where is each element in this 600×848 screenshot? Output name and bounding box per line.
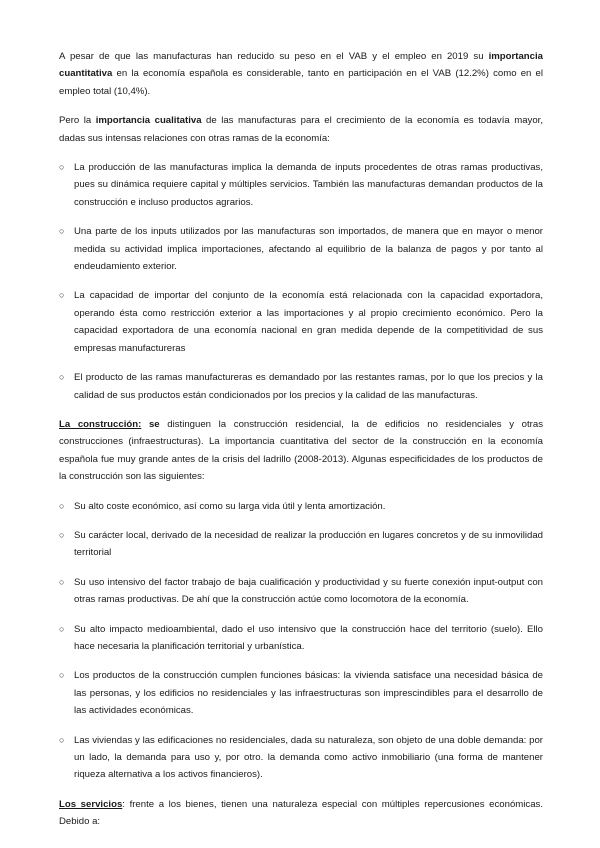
list-item: [59, 527, 543, 562]
construccion-list: [59, 498, 543, 784]
paragraph-servicios: [59, 796, 543, 831]
bullet-circle-icon: ○: [59, 500, 65, 511]
text: en la economía española es considerable, tanto en participación en el VAB (12.2%) como en el empleo total (10,4%).: [59, 68, 543, 97]
bullet-circle-icon: ○: [59, 576, 65, 587]
bullet-circle-icon: ○: [59, 162, 65, 173]
bullet-circle-icon: ○: [59, 226, 65, 237]
list-item: [59, 732, 543, 784]
manufacturas-list: [59, 159, 543, 404]
text: de las manufacturas para el crecimiento de la economía es todavía mayor, dadas sus intensas relaciones con otras ramas de la economía:: [59, 115, 543, 144]
list-item: [59, 621, 543, 656]
bold-term: importancia cualitativa: [95, 115, 202, 127]
list-item-text: Su carácter local, derivado de la necesidad de realizar la producción en lugares concretos y de su inmovilidad territorial: [74, 529, 543, 559]
list-item: [59, 287, 543, 357]
bullet-circle-icon: ○: [59, 623, 65, 634]
list-item-text: La producción de las manufacturas implica la demanda de inputs procedentes de otras ramas productivas, pues su dinámica requiere capital y múltiples servicios. También las manufacturas demandan productos de la construcción e incluso productos agrarios.: [74, 162, 543, 208]
list-item: [59, 223, 543, 275]
bullet-circle-icon: ○: [59, 529, 65, 540]
bullet-circle-icon: ○: [59, 670, 65, 681]
list-item: [59, 498, 543, 515]
paragraph-manufacturas-intro: [59, 48, 543, 100]
text: distinguen la construcción residencial, la de edificios no residenciales y otras construcciones (infraestructuras). La importancia cuantitativa del sector de la construcción en la economía española fue muy grande antes de la crisis del ladrillo (2008-2013). Algunas especificidades de los productos de la construcción son las siguientes:: [59, 418, 544, 483]
bullet-circle-icon: ○: [59, 290, 65, 301]
bullet-circle-icon: ○: [59, 372, 65, 383]
list-item: [59, 667, 543, 719]
list-item: [59, 574, 543, 609]
paragraph-construccion: [59, 416, 543, 486]
list-item: [59, 369, 543, 404]
list-item-text: Su alto coste económico, así como su larga vida útil y lenta amortización.: [74, 500, 386, 512]
list-item-text: La capacidad de importar del conjunto de la economía está relacionada con la capacidad exportadora, operando ésta como restricción exterior a las importaciones y al propio crecimiento económico. Pero la capacidad exportadora de una economía nacional en gran medida depende de la competitividad de sus empresas manufactureras: [74, 290, 543, 354]
bullet-circle-icon: ○: [59, 734, 65, 745]
text: Pero la: [59, 115, 96, 127]
list-item-text: Una parte de los inputs utilizados por las manufacturas son importados, de manera que en mayor o menor medida su actividad implica importaciones, afectando al equilibrio de la balanza de pagos y por tanto al endeudamiento exterior.: [74, 226, 543, 273]
text: : frente a los bienes, tienen una naturaleza especial con múltiples repercusiones económicas. Debido a:: [59, 798, 543, 828]
section-heading-construccion: La construcción:: [59, 418, 142, 430]
list-item-text: Los productos de la construcción cumplen funciones básicas: la vivienda satisface una necesidad básica de las personas, y los edificios no residenciales y las infraestructuras son imprescindibles para el desarrollo de las actividades económicas.: [74, 670, 543, 717]
document-page: [59, 48, 543, 831]
list-item-text: El producto de las ramas manufactureras es demandado por las restantes ramas, por lo que los precios y la calidad de sus productos están condicionados por los precios y la calidad de las manufacturas.: [74, 372, 543, 401]
list-item: [59, 159, 543, 211]
text: A pesar de que las manufacturas han reducido su peso en el VAB y el empleo en 2019 su: [59, 51, 489, 62]
section-heading-servicios: Los servicios: [59, 798, 123, 810]
paragraph-importancia-cualitativa: [59, 112, 543, 147]
list-item-text: Su alto impacto medioambiental, dado el uso intensivo que la construcción hace del territorio (suelo). Ello hace necesaria la planificación territorial y urbanística.: [74, 623, 543, 652]
bold-term: se: [141, 418, 160, 430]
list-item-text: Las viviendas y las edificaciones no residenciales, dada su naturaleza, son objeto de una doble demanda: por un lado, la demanda para uso y, por otro. la demanda como activo inmobiliario (una forma de mantener riqueza alternativa a los activos financieros).: [74, 734, 543, 781]
list-item-text: Su uso intensivo del factor trabajo de baja cualificación y productividad y su fuerte conexión input-output con otras ramas productivas. De ahí que la construcción actúe como locomotora de la economía.: [74, 576, 543, 606]
bold-term: importancia cuantitativa: [59, 51, 543, 80]
